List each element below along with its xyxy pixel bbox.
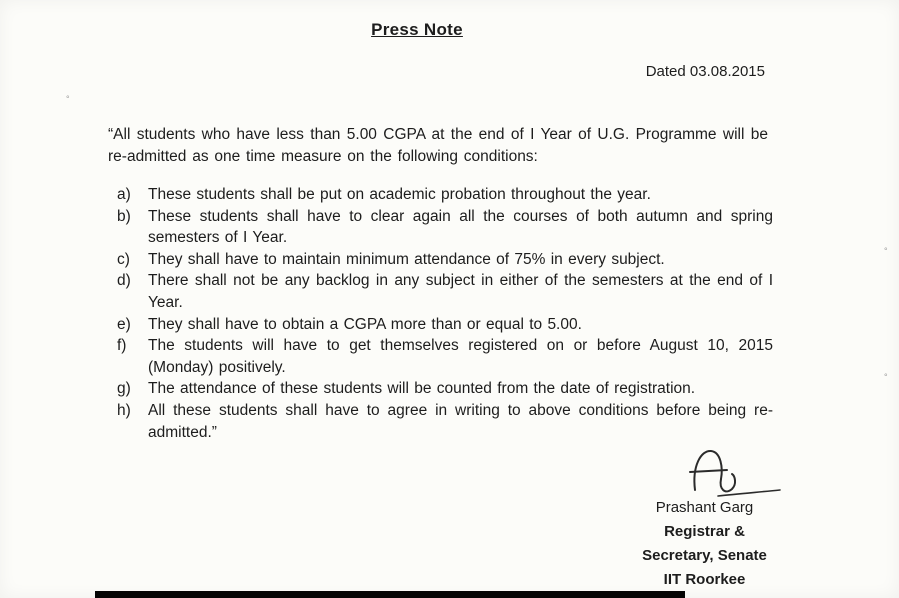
document-date: Dated 03.08.2015 xyxy=(645,63,765,80)
condition-label: h) xyxy=(117,401,131,419)
intro-paragraph: “All students who have less than 5.00 CGPA at the end of I Year of U.G. Programme will be re-admitted as one time measure on the following conditions: xyxy=(108,126,768,165)
condition-item-h xyxy=(117,400,773,443)
condition-text: There shall not be any backlog in any subject in either of the semesters at the end of I Year. xyxy=(148,272,773,311)
signatory-institute: IIT Roorkee xyxy=(663,571,746,588)
conditions-list xyxy=(117,184,773,443)
condition-text: These students shall have to clear again all the courses of both autumn and spring semesters of I Year. xyxy=(148,207,773,247)
condition-label: e) xyxy=(117,315,131,333)
condition-text: They shall have to obtain a CGPA more than or equal to 5.00. xyxy=(148,315,582,333)
condition-item-a xyxy=(117,184,773,206)
scan-speck: ° xyxy=(884,372,888,382)
condition-item-e xyxy=(117,314,773,336)
condition-label: b) xyxy=(117,207,131,225)
condition-text: The students will have to get themselves registered on or before August 10, 2015 (Monday) positively. xyxy=(148,337,773,376)
signature-block xyxy=(612,496,797,592)
document-title: Press Note xyxy=(371,20,463,39)
scan-artifact-bar xyxy=(95,591,685,598)
condition-item-g xyxy=(117,378,773,400)
condition-text: All these students shall have to agree in writing to above conditions before being re-admitted.” xyxy=(148,401,773,441)
condition-label: f) xyxy=(117,337,127,355)
condition-text: These students shall be put on academic probation throughout the year. xyxy=(148,186,651,203)
condition-item-f xyxy=(117,335,773,378)
condition-text: The attendance of these students will be counted from the date of registration. xyxy=(148,380,696,398)
condition-text: They shall have to maintain minimum attendance of 75% in every subject. xyxy=(148,250,665,268)
condition-item-b xyxy=(117,206,773,249)
signatory-designation-secretary: Secretary, Senate xyxy=(642,547,767,564)
signatory-name: Prashant Garg xyxy=(655,499,754,516)
scan-speck: ° xyxy=(884,246,888,256)
condition-item-c xyxy=(117,249,773,271)
signature-icon xyxy=(688,446,784,500)
condition-label: c) xyxy=(117,250,130,268)
condition-item-d xyxy=(117,270,773,313)
signatory-designation-registrar: Registrar & xyxy=(664,523,745,540)
condition-label: a) xyxy=(117,186,131,203)
scan-speck: ° xyxy=(66,94,70,104)
condition-label: d) xyxy=(117,272,131,290)
condition-label: g) xyxy=(117,380,131,398)
